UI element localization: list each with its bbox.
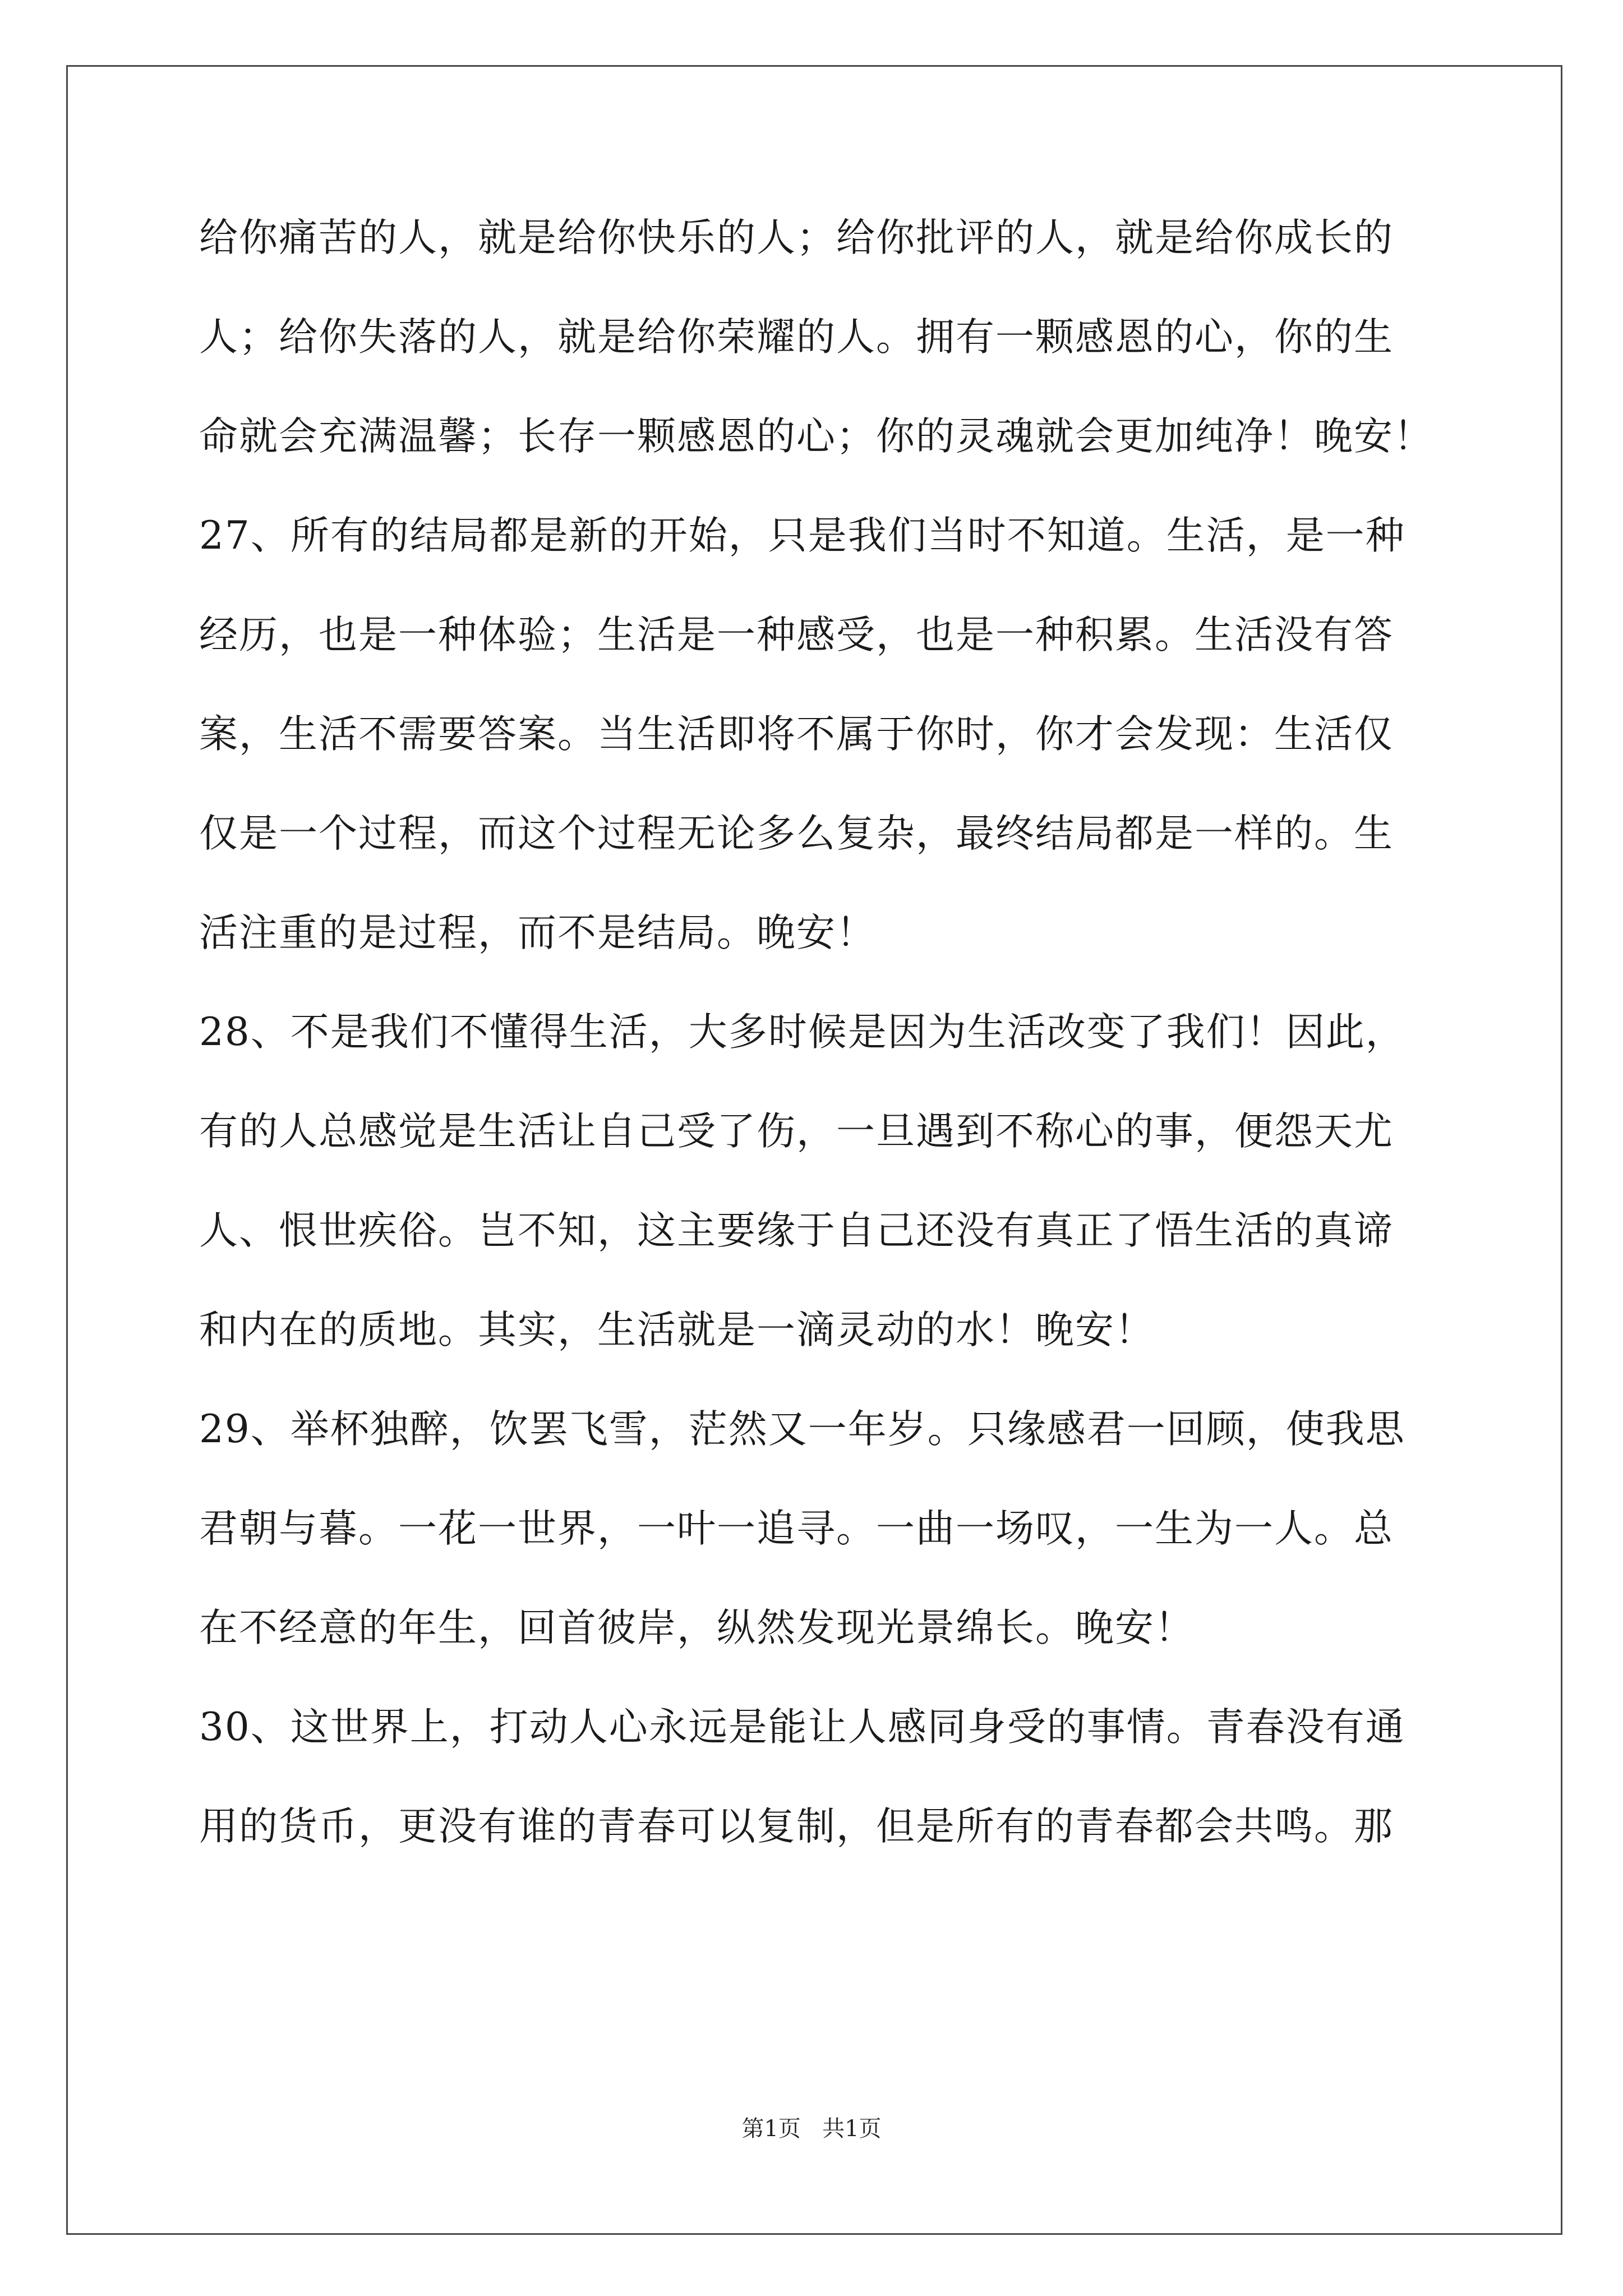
text-line: 给你痛苦的人，就是给你快乐的人；给你批评的人，就是给你成长的 — [199, 215, 1394, 260]
text-line: 命就会充满温馨；长存一颗感恩的心；你的灵魂就会更加纯净！晚安！ — [199, 414, 1433, 459]
text-line: 有的人总感觉是生活让自己受了伤，一旦遇到不称心的事，便怨天尤 — [199, 1109, 1394, 1154]
page-footer — [0, 2118, 1623, 2140]
document-body — [199, 215, 1433, 1907]
text-line: 用的货币，更没有谁的青春可以复制，但是所有的青春都会共鸣。那 — [199, 1804, 1394, 1849]
text-line: 案，生活不需要答案。当生活即将不属于你时，你才会发现：生活仅 — [199, 712, 1394, 757]
text-line: 30、这世界上，打动人心永远是能让人感同身受的事情。青春没有通 — [199, 1705, 1405, 1750]
text-line: 27、所有的结局都是新的开始，只是我们当时不知道。生活，是一种 — [199, 513, 1405, 558]
text-line: 人；给你失落的人，就是给你荣耀的人。拥有一颗感恩的心，你的生 — [199, 315, 1394, 360]
text-line: 仅是一个过程，而这个过程无论多么复杂，最终结局都是一样的。生 — [199, 811, 1394, 856]
page-total: 共1页 — [822, 2116, 882, 2142]
text-line: 28、不是我们不懂得生活，大多时候是因为生活改变了我们！因此， — [199, 1010, 1405, 1055]
text-line: 29、举杯独醉，饮罢飞雪，茫然又一年岁。只缘感君一回顾，使我思 — [199, 1407, 1405, 1452]
text-line: 经历，也是一种体验；生活是一种感受，也是一种积累。生活没有答 — [199, 613, 1394, 657]
text-line: 君朝与暮。一花一世界，一叶一追寻。一曲一场叹，一生为一人。总 — [199, 1506, 1394, 1551]
text-line: 在不经意的年生，回首彼岸，纵然发现光景绵长。晚安！ — [199, 1605, 1195, 1650]
text-line: 和内在的质地。其实，生活就是一滴灵动的水！晚安！ — [199, 1308, 1155, 1352]
text-line: 活注重的是过程，而不是结局。晚安！ — [199, 910, 876, 955]
page-number: 第1页 — [741, 2116, 801, 2142]
text-line: 人、恨世疾俗。岂不知，这主要缘于自己还没有真正了悟生活的真谛 — [199, 1208, 1394, 1253]
